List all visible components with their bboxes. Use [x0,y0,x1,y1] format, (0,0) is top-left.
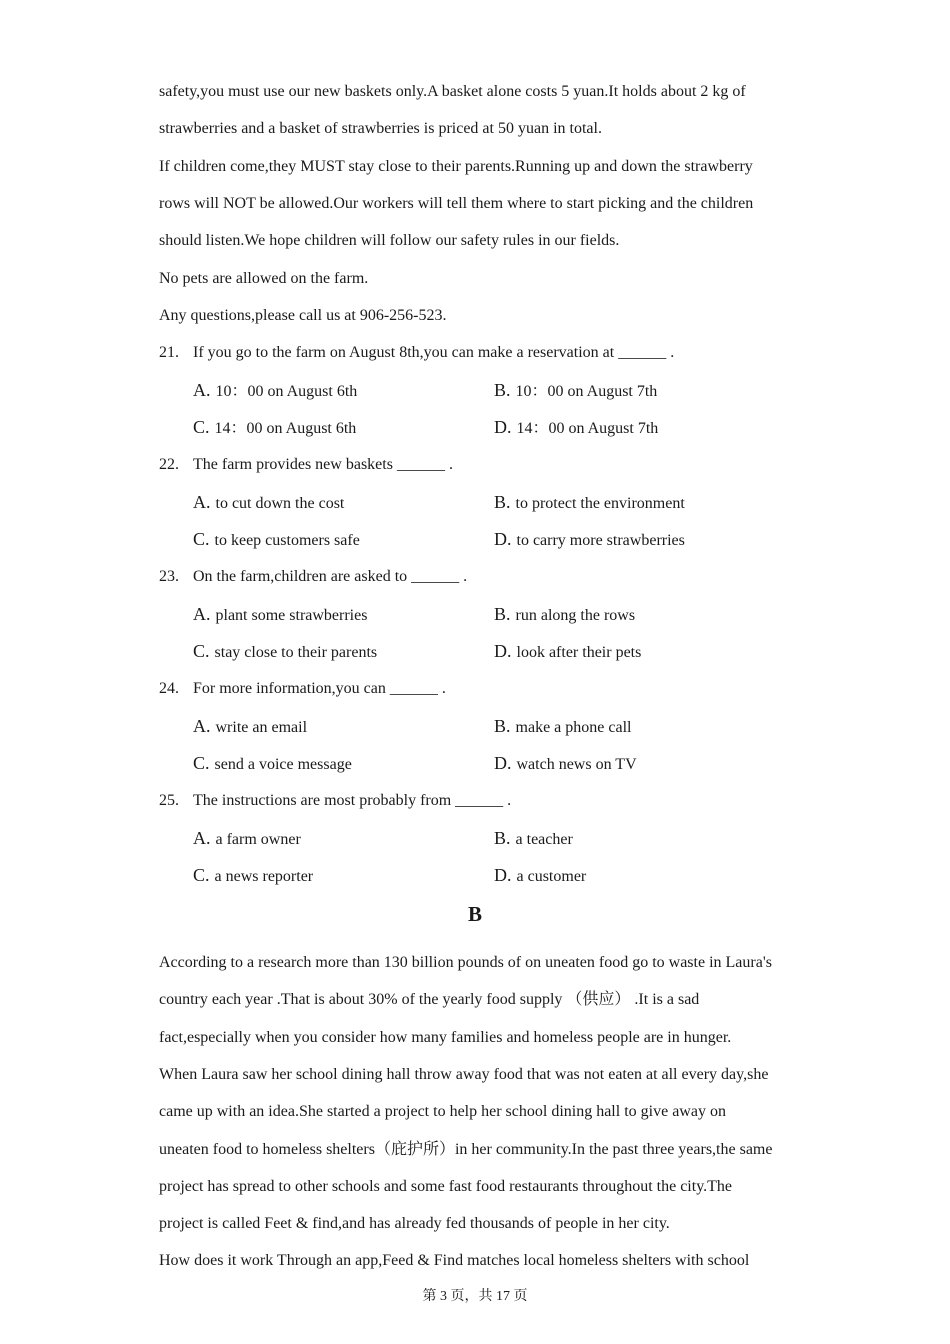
question-stem [159,567,467,587]
question-text: For more information,you can ______ . [193,680,446,697]
question-text: On the farm,children are asked to ______ . [193,568,468,585]
question-stem [159,455,453,475]
option-d[interactable]: D. a customer [494,865,587,885]
passage-a-line: safety,you must use our new baskets only.A basket alone costs 5 yuan.It holds about 2 kg of [159,83,746,100]
option-b[interactable]: B. run along the rows [494,604,636,624]
option-b[interactable]: B. make a phone call [494,716,632,736]
question-text: The farm provides new baskets ______ . [193,456,453,473]
option-c[interactable]: C. to keep customers safe [193,529,360,549]
question-text: If you go to the farm on August 8th,you can make a reservation at ______ . [193,344,675,361]
passage-b-line: When Laura saw her school dining hall throw away food that was not eaten at all every day,she [159,1066,769,1083]
passage-a-line: If children come,they MUST stay close to their parents.Running up and down the strawberry [159,158,753,175]
option-b[interactable]: B. to protect the environment [494,492,685,512]
passage-a-line: should listen.We hope children will follow our safety rules in our fields. [159,232,620,249]
option-c[interactable]: C. a news reporter [193,865,314,885]
passage-a-line: strawberries and a basket of strawberries is priced at 50 yuan in total. [159,120,602,137]
passage-b-line: uneaten food to homeless shelters（庇护所）in her community.In the past three years,the same [159,1141,773,1158]
option-a[interactable]: A. to cut down the cost [193,492,345,512]
option-d[interactable]: D. look after their pets [494,641,642,661]
question-number: 21. [159,344,179,361]
passage-b-line: How does it work Through an app,Feed & Find matches local homeless shelters with school [159,1252,750,1269]
question-number: 22. [159,456,179,473]
section-heading: B [467,902,482,926]
option-b[interactable]: B. 10：00 on August 7th [494,380,658,400]
option-d[interactable]: D. watch news on TV [494,753,637,773]
page-number-footer: 第 3 页，共 17 页 [422,1289,528,1304]
option-c[interactable]: C. 14：00 on August 6th [193,417,357,437]
question-number: 23. [159,568,179,585]
option-d[interactable]: D. to carry more strawberries [494,529,685,549]
passage-b-line: country each year .That is about 30% of the yearly food supply （供应） .It is a sad [159,991,700,1008]
passage-b-line: fact,especially when you consider how many families and homeless people are in hunger. [159,1029,732,1046]
question-number: 25. [159,792,179,809]
passage-b-line: According to a research more than 130 billion pounds of on uneaten food go to waste in Laura's [159,954,772,971]
option-a[interactable]: A. write an email [193,716,308,736]
passage-b-line: came up with an idea.She started a project to help her school dining hall to give away on [159,1103,726,1120]
passage-b-line: project has spread to other schools and some fast food restaurants throughout the city.The [159,1178,733,1195]
question-stem [159,679,446,699]
option-b[interactable]: B. a teacher [494,828,573,848]
passage-b-line: project is called Feet & find,and has already fed thousands of people in her city. [159,1215,670,1232]
passage-a-line: rows will NOT be allowed.Our workers will tell them where to start picking and the children [159,195,754,212]
option-a[interactable]: A. a farm owner [193,828,301,848]
option-c[interactable]: C. send a voice message [193,753,352,773]
passage-a-line: No pets are allowed on the farm. [159,270,369,287]
question-number: 24. [159,680,179,697]
option-a[interactable]: A. plant some strawberries [193,604,368,624]
passage-a-line: Any questions,please call us at 906-256-523. [159,307,447,324]
option-c[interactable]: C. stay close to their parents [193,641,378,661]
option-a[interactable]: A. 10：00 on August 6th [193,380,358,400]
question-stem [159,343,674,363]
option-d[interactable]: D. 14：00 on August 7th [494,417,659,437]
question-stem [159,791,511,811]
question-text: The instructions are most probably from ______ . [193,792,512,809]
